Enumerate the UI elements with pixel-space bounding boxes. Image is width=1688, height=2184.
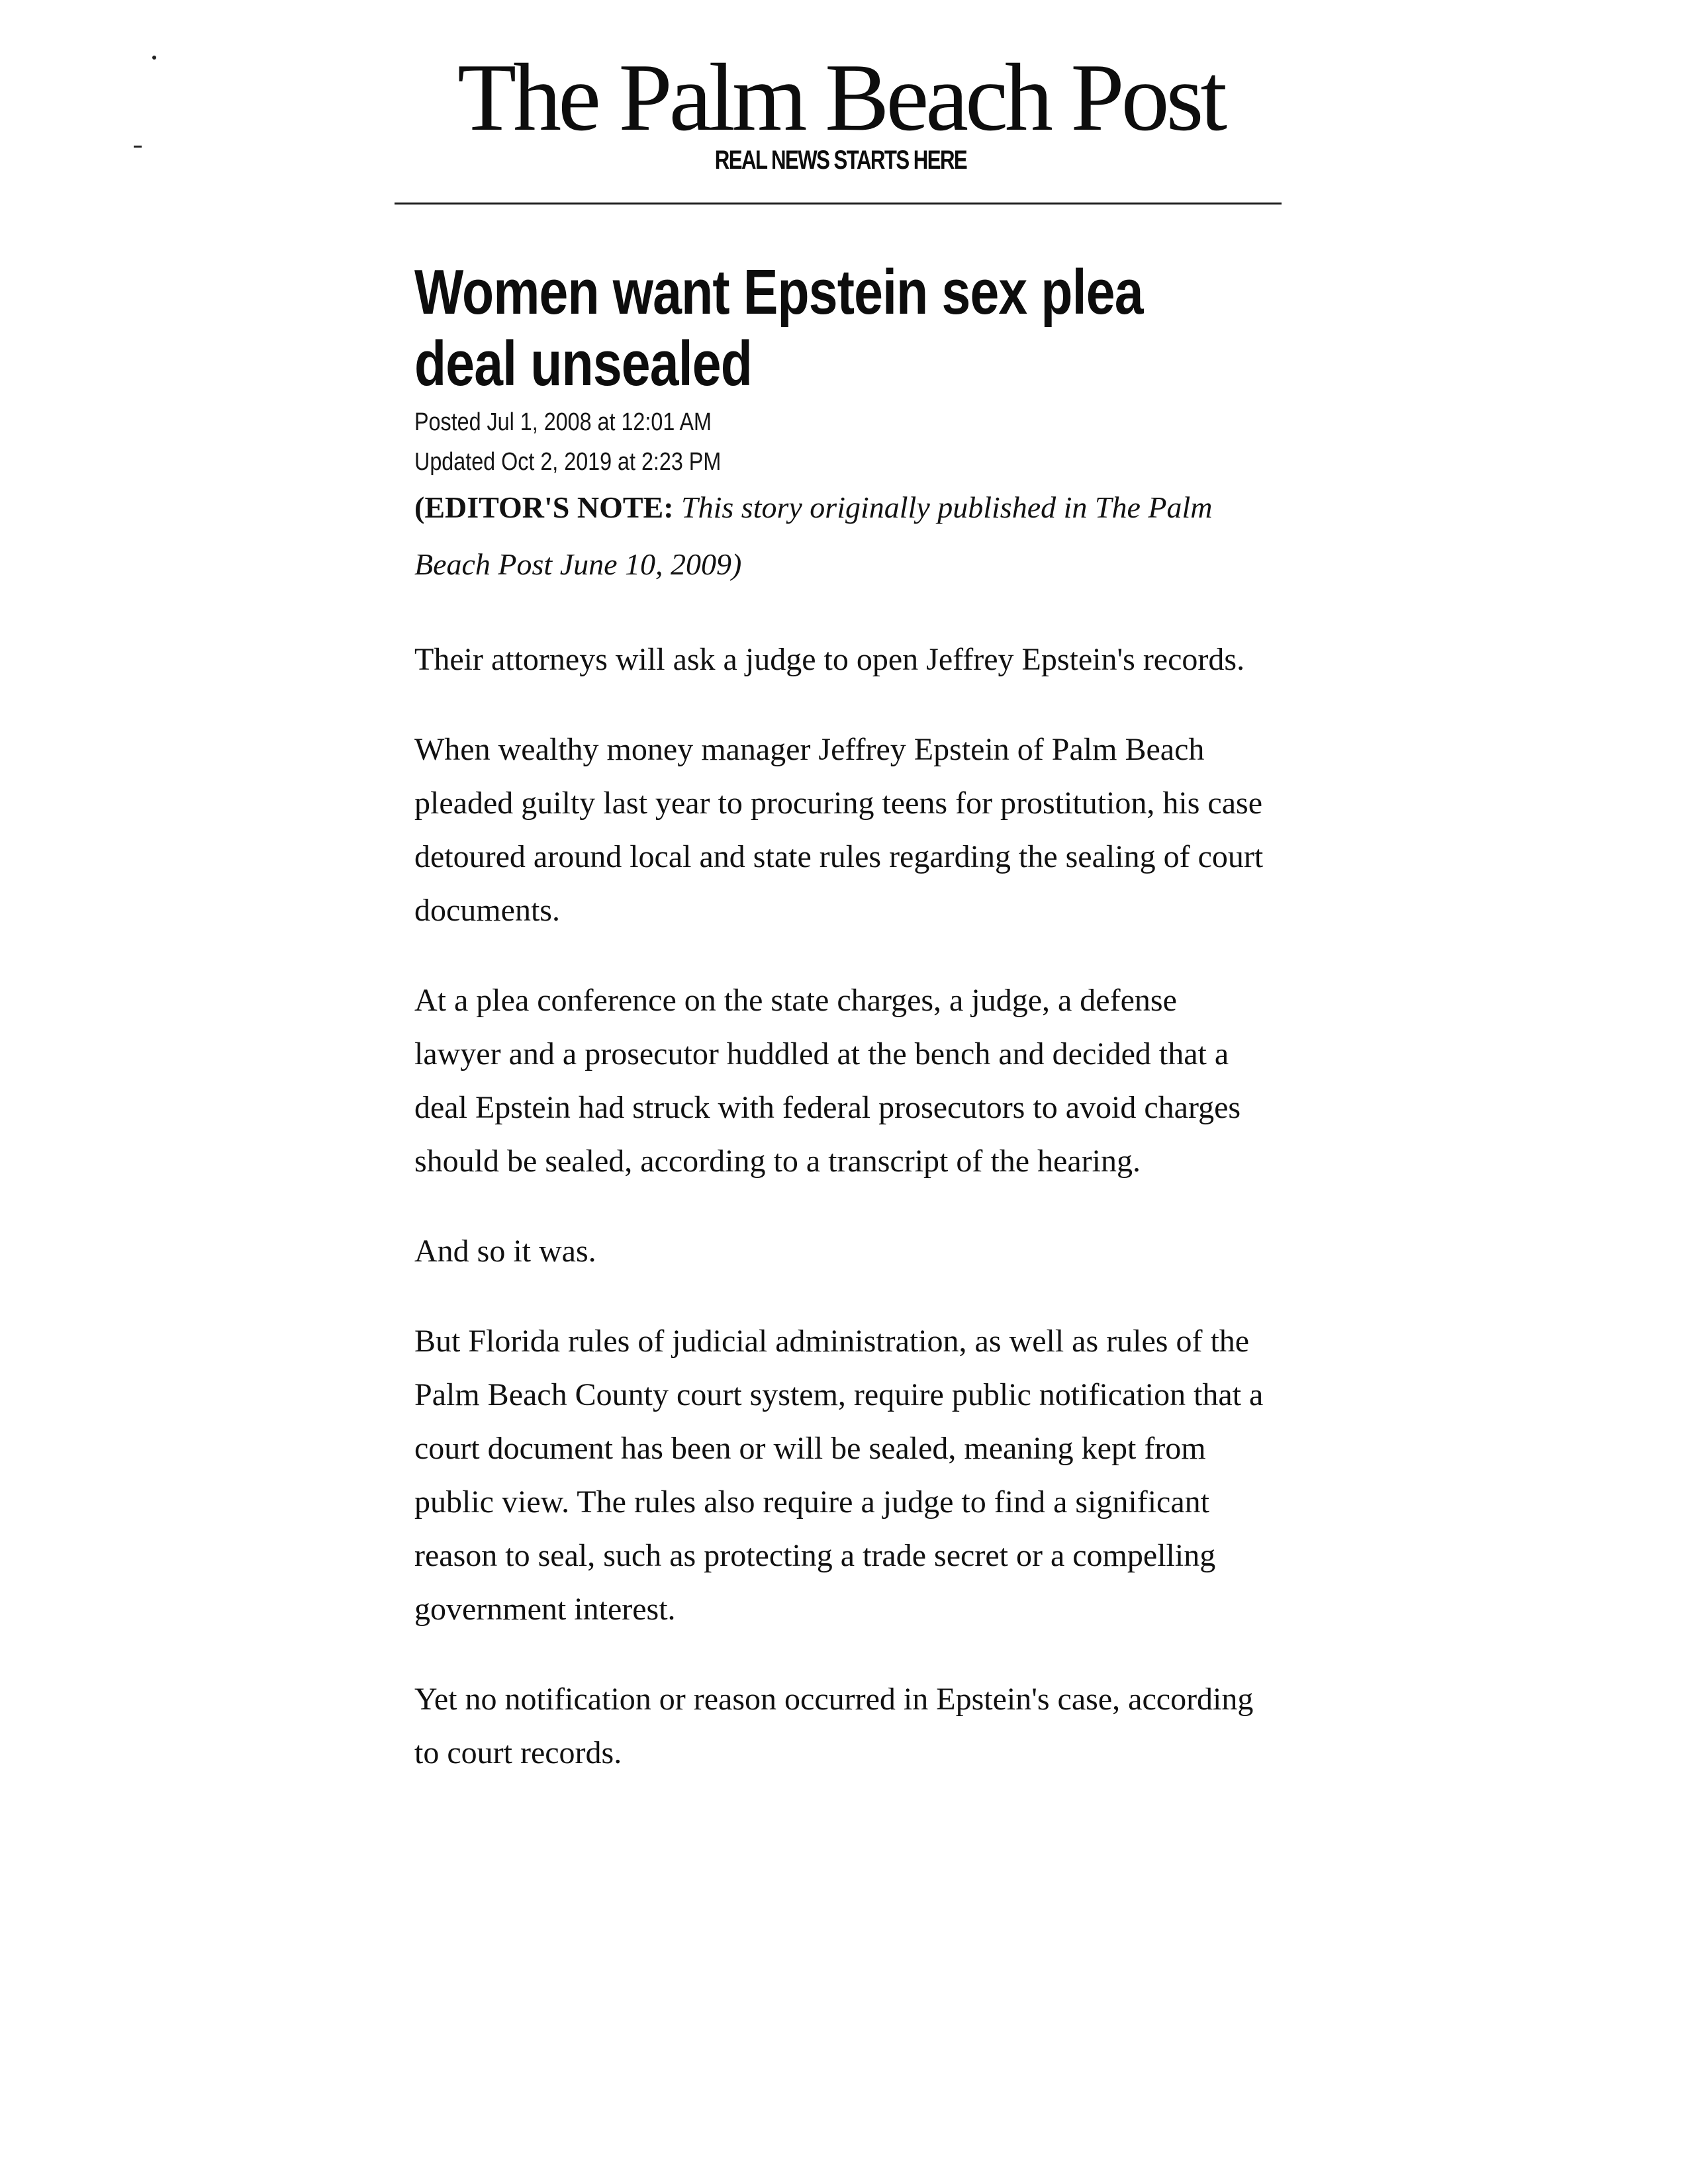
paragraph: At a plea conference on the state charges, a judge, a defense lawyer and a prosecutor huddled at the bench and decided that a deal Epstein had struck with federal prosecutors to avoid charges should be sealed, according to a transcript of the hearing. [414, 983, 1241, 1179]
article-dates [414, 402, 1157, 482]
paragraph: Yet no notification or reason occurred in Epstein's case, according to court records. [414, 1682, 1254, 1770]
paragraph: But Florida rules of judicial administration, as well as rules of the Palm Beach County court system, require public notification that a court document has been or will be sealed, meaning kept from public view. The rules also require a judge to find a significant reason to seal, such as protecting a trade secret or a compelling government interest. [414, 1324, 1264, 1627]
paragraph: When wealthy money manager Jeffrey Epstein of Palm Beach pleaded guilty last year to procuring teens for prostitution, his case detoured around local and state rules regarding the sealing of court documents. [414, 732, 1264, 928]
article [414, 257, 1288, 1816]
posted-date: Posted Jul 1, 2008 at 12:01 AM [414, 408, 712, 436]
editor-note-label: EDITOR'S NOTE: [424, 490, 674, 524]
masthead-divider [395, 203, 1282, 205]
scan-speck [134, 146, 142, 148]
paragraph: Their attorneys will ask a judge to open Jeffrey Epstein's records. [414, 642, 1245, 677]
article-body [414, 633, 1268, 1780]
article-headline: Women want Epstein sex plea deal unsealed [414, 257, 1143, 399]
publication-tagline: REAL NEWS STARTS HERE [714, 146, 967, 175]
updated-date: Updated Oct 2, 2019 at 2:23 PM [414, 448, 722, 476]
masthead [397, 44, 1284, 175]
publication-name: The Palm Beach Post [457, 44, 1224, 151]
editor-note [414, 479, 1262, 593]
editor-note-text: This story originally published in The Palm Beach Post June 10, 2009) [414, 490, 1213, 581]
paragraph: And so it was. [414, 1234, 596, 1269]
scan-speck [152, 56, 156, 60]
editor-note-open-paren: ( [414, 490, 425, 524]
